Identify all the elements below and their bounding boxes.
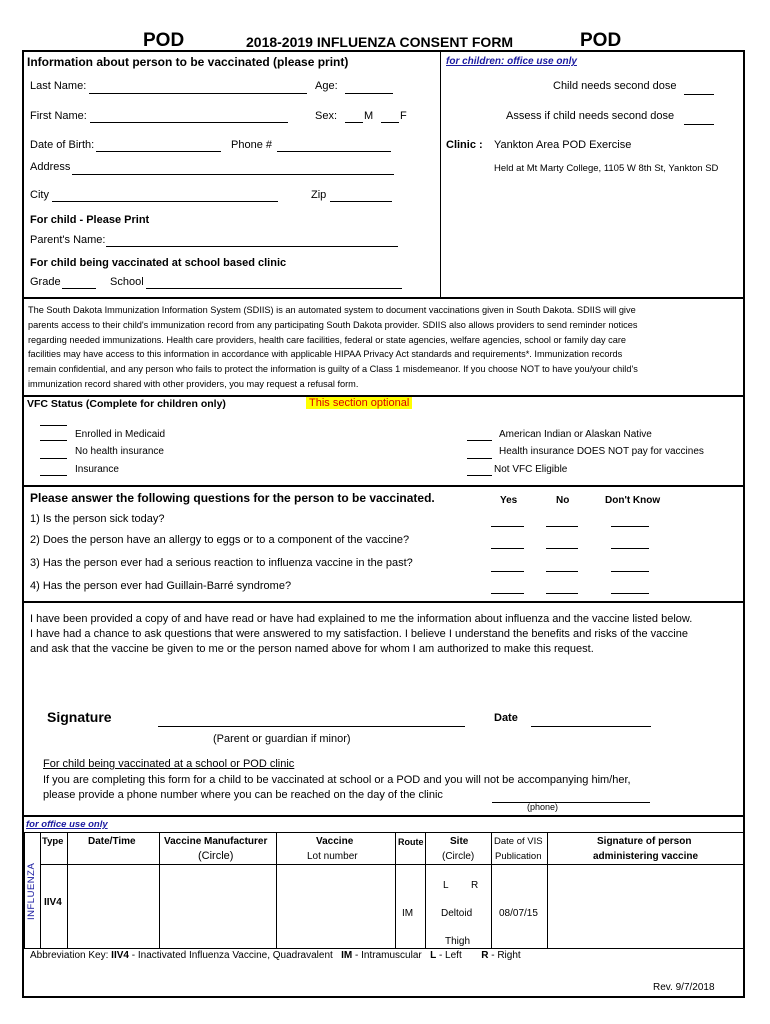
vfc-blank[interactable] (40, 425, 67, 426)
first-name-label: First Name: (30, 110, 87, 122)
phone-caption: (phone) (527, 802, 559, 812)
site-deltoid[interactable]: Deltoid (441, 908, 473, 919)
school-pod-text-1: If you are completing this form for a child to be vaccinated at school or a POD and you will not be accompanying him/her, (43, 774, 631, 786)
divider-sdiis (22, 297, 745, 299)
zip-field[interactable] (330, 201, 392, 202)
sdiis-paragraph: The South Dakota Immunization Information System (SDIIS) is an automated system to document vaccinations given in South Dakota. SDIIS will give parents access to their child's immunization record from any participating South Dakota provider. SDIIS also allows providers to send reminder notices regarding needed immunizations. Health care providers, health care facilities, federal or state agencies, welfare agencies, school or family day care facilities may have access to this information in accordance with applicable HIPAA Privacy Act standards and requirements*. Immunization records remain confidential, and any person who fails to protect the information is guilty of a Class 1 misdemeanor. If you choose NOT to have you/your child's immunization record shared with other providers, you may request a refusal form. (28, 305, 638, 389)
col-manufacturer: Vaccine Manufacturer (164, 836, 268, 847)
signature-field[interactable] (158, 726, 465, 727)
dob-field[interactable] (96, 151, 221, 152)
vfc-not-eligible: Not VFC Eligible (494, 464, 568, 475)
col-no: No (556, 495, 570, 506)
grade-field[interactable] (62, 288, 96, 289)
q4-yes[interactable] (491, 593, 524, 594)
held-at: Held at Mt Marty College, 1105 W 8th St, Yankton SD (494, 163, 719, 174)
question-2: 2) Does the person have an allergy to eggs or to a component of the vaccine? (30, 534, 410, 546)
col-divider (159, 832, 160, 949)
q1-yes[interactable] (491, 526, 524, 527)
questions-title: Please answer the following questions for the person to be vaccinated. (30, 491, 435, 505)
office-use-label: for office use only (26, 819, 108, 830)
vfc-not-pay: Health insurance DOES NOT pay for vaccines (499, 446, 704, 457)
sex-m-field[interactable] (345, 122, 363, 123)
divider-office (22, 815, 745, 817)
sex-label: Sex: (315, 110, 338, 122)
q2-no[interactable] (546, 548, 578, 549)
address-field[interactable] (72, 174, 394, 175)
vfc-native-field[interactable] (467, 440, 492, 441)
col-divider (425, 832, 426, 949)
col-site-sub: (Circle) (442, 851, 475, 862)
second-dose-field[interactable] (684, 94, 714, 95)
q3-yes[interactable] (491, 571, 524, 572)
q1-no[interactable] (546, 526, 578, 527)
office-use-children: for children: office use only (446, 56, 577, 67)
revision-date: Rev. 9/7/2018 (653, 982, 715, 993)
question-4: 4) Has the person ever had Guillain-Barré syndrome? (30, 580, 292, 592)
pod-right: POD (580, 30, 622, 51)
q1-dont-know[interactable] (611, 526, 649, 527)
age-field[interactable] (345, 93, 393, 94)
col-divider (547, 832, 548, 949)
sex-f-field[interactable] (381, 122, 399, 123)
last-name-field[interactable] (89, 93, 307, 94)
guardian-caption: (Parent or guardian if minor) (213, 733, 351, 745)
school-field[interactable] (146, 288, 402, 289)
col-sig-sub: administering vaccine (593, 851, 699, 862)
second-dose-label: Child needs second dose (553, 80, 677, 92)
vertical-divider (440, 52, 441, 298)
parents-name-label: Parent's Name: (30, 234, 106, 246)
question-1: 1) Is the person sick today? (30, 513, 165, 525)
age-label: Age: (315, 80, 338, 92)
vfc-no-insurance: No health insurance (75, 446, 164, 457)
date-label: Date (494, 712, 518, 724)
city-label: City (30, 189, 49, 201)
signature-label: Signature (47, 709, 112, 725)
col-route: Route (398, 837, 424, 847)
for-child-print: For child - Please Print (30, 214, 150, 226)
office-table (24, 832, 745, 949)
pod-left: POD (143, 30, 185, 51)
q4-dont-know[interactable] (611, 593, 649, 594)
first-name-field[interactable] (90, 122, 288, 123)
vfc-not-eligible-field[interactable] (467, 475, 492, 476)
grade-label: Grade (30, 276, 61, 288)
vfc-no-insurance-field[interactable] (40, 458, 67, 459)
sex-m-label: M (364, 110, 374, 122)
vfc-medicaid: Enrolled in Medicaid (75, 429, 166, 440)
school-pod-title: For child being vaccinated at a school or POD clinic (43, 758, 295, 770)
phone-label: Phone # (231, 139, 272, 151)
site-r[interactable]: R (471, 880, 479, 891)
assess-label: Assess if child needs second dose (506, 110, 675, 122)
phone-field[interactable] (277, 151, 391, 152)
col-vis: Date of VIS (494, 836, 543, 847)
consent-paragraph: I have been provided a copy of and have read or have had explained to me the information about influenza and the vaccine listed below. I have had a chance to ask questions that were answered to my satisfaction. I believe I understand the benefits and risks of the vaccine and ask that the vaccine be given to me or the person named above for whom I am authorized to make this request. (30, 613, 693, 655)
divider-consent (22, 601, 745, 603)
row-type-iiv4: IIV4 (44, 897, 62, 908)
vfc-title: VFC Status (Complete for children only) (27, 398, 226, 410)
col-site: Site (450, 836, 469, 847)
col-divider (491, 832, 492, 949)
phone-contact-field[interactable] (492, 802, 650, 803)
col-divider (395, 832, 396, 949)
vis-date: 08/07/15 (499, 908, 538, 919)
school-pod-text-2: please provide a phone number where you can be reached on the day of the clinic (43, 789, 443, 801)
col-manufacturer-sub: (Circle) (198, 850, 234, 862)
abbreviation-key: Abbreviation Key: IIV4 - Inactivated Influenza Vaccine, Quadravalent IM - Intramuscular L - Left R - Right (30, 950, 521, 961)
col-divider (40, 832, 41, 949)
col-datetime: Date/Time (88, 836, 136, 847)
q2-dont-know[interactable] (611, 548, 649, 549)
vfc-insurance-field[interactable] (40, 475, 67, 476)
col-dont-know: Don't Know (605, 495, 661, 506)
question-3: 3) Has the person ever had a serious reaction to influenza vaccine in the past? (30, 557, 413, 569)
sex-f-label: F (400, 110, 407, 122)
site-thigh[interactable]: Thigh (445, 936, 471, 947)
q3-dont-know[interactable] (611, 571, 649, 572)
col-yes: Yes (500, 495, 518, 506)
school-clinic-title: For child being vaccinated at school based clinic (30, 257, 287, 269)
vfc-native: American Indian or Alaskan Native (499, 429, 652, 440)
divider-questions (22, 485, 745, 487)
parents-name-field[interactable] (106, 246, 398, 247)
q3-no[interactable] (546, 571, 578, 572)
zip-label: Zip (311, 189, 327, 201)
col-divider (67, 832, 68, 949)
col-divider (276, 832, 277, 949)
clinic-label: Clinic : (446, 139, 483, 151)
school-label: School (110, 276, 144, 288)
vfc-medicaid-field[interactable] (40, 440, 67, 441)
row-label-influenza: INFLUENZA (26, 862, 37, 920)
site-l[interactable]: L (443, 880, 449, 891)
form-title: 2018-2019 INFLUENZA CONSENT FORM (246, 34, 514, 50)
q2-yes[interactable] (491, 548, 524, 549)
q4-no[interactable] (546, 593, 578, 594)
section-info-title: Information about person to be vaccinated (please print) (27, 55, 349, 69)
col-vaccine: Vaccine (316, 836, 354, 847)
vfc-insurance: Insurance (75, 464, 119, 475)
vfc-not-pay-field[interactable] (467, 458, 492, 459)
col-sig: Signature of person (597, 836, 692, 847)
col-vaccine-sub: Lot number (307, 851, 358, 862)
col-type: Type (42, 836, 64, 847)
dob-label: Date of Birth: (30, 139, 95, 151)
vfc-optional-note: This section optional (306, 397, 412, 409)
assess-field[interactable] (684, 124, 714, 125)
date-field[interactable] (531, 726, 651, 727)
city-field[interactable] (52, 201, 278, 202)
header-row-divider (40, 864, 745, 865)
row-route: IM (402, 908, 414, 919)
address-label: Address (30, 161, 71, 173)
last-name-label: Last Name: (30, 80, 87, 92)
clinic-value: Yankton Area POD Exercise (494, 139, 632, 151)
col-vis-sub: Publication (495, 851, 542, 862)
